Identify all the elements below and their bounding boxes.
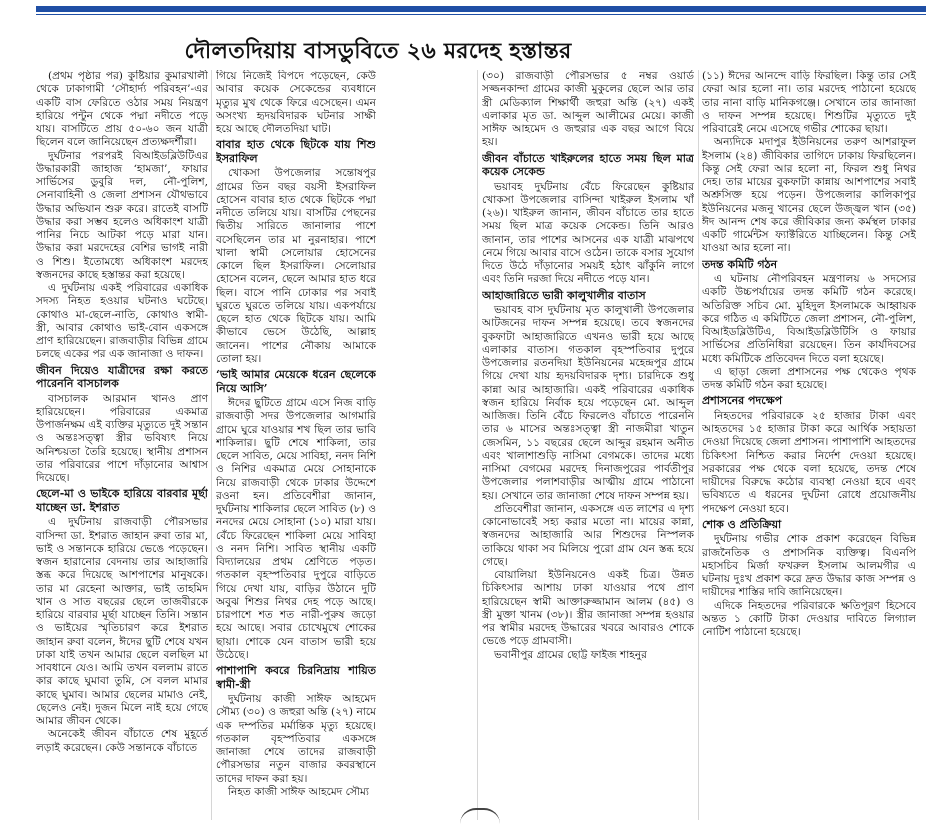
- paragraph: এ দুর্ঘটনায় রাজবাড়ী পৌরসভার বাসিন্দা ডা. ইশরাত জাহান রুবা তার মা, ভাই ও সন্তানকে হারিয়ে ভেঙে পড়েছেন। স্বজন হারানোর বেদনায় তার আহাজারি স্তব্ধ করে দিয়েছে আশপাশের মানুষকে। তার মা রেহেনা আক্তার, ভাই তাহমিদ খান ও সাত বছরের ছেলে তাজবীরকে হারিয়ে বারবার মূর্ছা যাচ্ছেন তিনি। সন্তান ও ভাইয়ের স্মৃতিচারণ করে ইশরাত জাহান রুবা বলেন, ঈদের ছুটি শেষে যখন ঢাকা যাই তখন আমার ছেলে বলছিল মা সাবধানে যেও। আমি তখন বললাম রাতে কার কাছে ঘুমাবা তুমি, সে বলল মামার কাছে ঘুমাব। আমার ছেলের মামাও নেই, ছেলেও নেই। দুজন মিলে নাই হয়ে গেছে আমার জীবন থেকে।: [36, 516, 208, 727]
- subheading: ‘ভাই আমার মেয়েকে ধরেন ছেলেকে নিয়ে আসি’: [216, 368, 376, 395]
- article-headline: দৌলতদিয়ায় বাসডুবিতে ২৬ মরদেহ হস্তান্তর: [184, 38, 572, 64]
- paragraph: ঈদের ছুটিতে গ্রামে এসে নিজ বাড়ি রাজবাড়ী সদর উপজেলার আগমারি গ্রামে ঘুরে যাওয়ার শখ ছিল তার ভাবি শাকিলার। ছুটি শেষে শাকিলা, তার ছেলে সাবিত, মেয়ে সাবিহা, ননদ নিশি ও নিশির একমাত্র মেয়ে সোহানাকে নিয়ে রাজবাড়ী থেকে ঢাকার উদ্দেশে রওনা হন। প্রতিবেশীরা জানান, দুর্ঘটনায় শাকিলার ছেলে সাবিত (৮) ও ননদের মেয়ে সোহানা (১০) মারা যায়। বেঁচে ফিরেছেন শাকিলা মেয়ে সাবিহা ও ননদ নিশি। সাবিত স্থানীয় একটি বিদ্যালয়ের প্রথম শ্রেণিতে পড়ত। গতকাল বৃহস্পতিবার দুপুরে বাড়িতে গিয়ে দেখা যায়, বাড়ির উঠানে দুটি অবুঝ শিশুর নিথর দেহ পড়ে আছে। চারপাশে শত শত নারী-পুরুষ জড়ো হয়ে আছে। সবার চোখেমুখে শোকের ছায়া। শোকে যেন বাতাস ভারী হয়ে উঠেছে।: [216, 397, 376, 661]
- subheading: শোক ও প্রতিক্রিয়া: [702, 517, 782, 531]
- column-separator: [211, 70, 212, 820]
- subheading: পাশাপাশি কবরে চিরনিদ্রায় শায়িত স্বামী-স্ত্রী: [216, 664, 376, 691]
- paragraph: নিহতদের পরিবারকে ২৫ হাজার টাকা এবং আহতদের ১৫ হাজার টাকা করে আর্থিক সহায়তা দেওয়া দিয়েছে জেলা প্রশাসন। পাশাপাশি আহতদের চিকিৎসা নিশ্চিত করার নির্দেশ দেওয়া হয়েছে। সরকারের পক্ষ থেকে বলা হয়েছে, তদন্ত শেষে দায়ীদের বিরুদ্ধে কঠোর ব্যবস্থা নেওয়া হবে এবং ভবিষ্যতে এ ধরনের দুর্ঘটনা রোধে প্রয়োজনীয় পদক্ষেপ নেওয়া হবে।: [702, 409, 916, 515]
- paragraph: বাসচালক আরমান খানও প্রাণ হারিয়েছেন। পরিবারের একমাত্র উপার্জনক্ষম এই ব্যক্তির মৃত্যুতে দুই সন্তান ও অন্তঃসত্ত্বা স্ত্রীর ভবিষ্যৎ নিয়ে অনিশ্চয়তা তৈরি হয়েছে। স্থানীয় প্রশাসন তার পরিবারের পাশে দাঁড়ানোর আশ্বাস দিয়েছে।: [36, 392, 208, 484]
- paragraph: খোকসা উপজেলার সন্তোষপুর গ্রামের তিন বছর বয়সী ইসরাফিল হোসেন বাবার হাত থেকে ছিটকে পদ্মা নদীতে তলিয়ে যায়। বাসটির পেছনের দ্বিতীয় সারিতে জানালার পাশে বসেছিলেন তার মা নুরনাহার। পাশে খালা স্বামী সেলোয়ার হোসেনের কোলে ছিল ইসরাফিল। সেলোয়ার হোসেন বলেন, ছেলে আমার হাত ধরে ছিল। বাসে পানি ঢোকার পর সবাই ঘুরতে ঘুরতে তলিয়ে যায়। একপর্যায়ে ছেলে হাত থেকে ছিটকে যায়। আমি কীভাবে ভেসে উঠেছি, আল্লাহ জানেন। পাশের নৌকায় আমাকে তোলা হয়।: [216, 167, 376, 365]
- column-separator: [698, 70, 699, 820]
- paragraph: (৩০) রাজবাড়ী পৌরসভার ৫ নম্বর ওয়ার্ড সজ্জনকান্দা গ্রামের কাজী মুকুলের ছেলে আর তার স্ত্রী মেডিক্যাল শিক্ষার্থী জহুরা অন্তি (২৭) একই এলাকার মৃত ডা. আব্দুল আলীমের মেয়ে। কাজী সাঈফ আহমেদ ও জহুরার এক বছর আগে বিয়ে হয়।: [482, 70, 694, 149]
- article-column-4: [702, 70, 916, 820]
- paragraph: (প্রথম পৃষ্ঠার পর) কুষ্টিয়ার কুমারখালী থেকে ঢাকাগামী ‘সৌহার্দ্য পরিবহন’-এর একটি বাস ফেরিতে ওঠার সময় নিয়ন্ত্রণ হারিয়ে পন্টুন থেকে পদ্মা নদীতে পড়ে যায়। বাসটিতে প্রায় ৫০-৬০ জন যাত্রী ছিলেন বলে জানিয়েছেন প্রত্যক্ষদর্শীরা।: [36, 70, 208, 149]
- paragraph: প্রতিবেশীরা জানান, একসঙ্গে এত লাশের এ দৃশ্য কোনোভাবেই সহ্য করার মতো না। মায়ের কান্না, স্বজনদের আহাজারি আর শিশুদের নিস্পলক তাকিয়ে থাকা সব মিলিয়ে পুরো গ্রাম যেন স্তব্ধ হয়ে গেছে।: [482, 502, 694, 568]
- article-column-3: [482, 70, 694, 820]
- paragraph: অন্যদিকে মদাপুর ইউনিয়নের তরুণ আশরাফুল ইসলাম (২৪) জীবিকার তাগিদে ঢাকায় ফিরছিলেন। কিন্তু সেই ফেরা আর হলো না, ফিরল শুধু নিথর দেহ। তার মায়ের বুকফাটা কান্নায় আশপাশের সবাই অশ্রুসিক্ত হয়ে পড়েন। উপজেলার কালিকাপুর ইউনিয়নের মজনু খানের ছেলে উজ্জ্বল খান (৩৫) ঈদ আনন্দ শেষ করে জীবিকার জন্য কর্মস্থল ঢাকার একটি গার্মেন্টস ফ্যাক্টরিতে যাচ্ছিলেন। কিন্তু সেই যাওয়া আর হলো না।: [702, 136, 916, 255]
- paragraph: গিয়ে নিজেই বিপদে পড়েছেন, কেউ আবার কয়েক সেকেন্ডের ব্যবধানে মৃত্যুর মুখ থেকে ফিরে এসেছেন। এমন অসংখ্য হৃদয়বিদারক ঘটনার সাক্ষী হয়ে আছে দৌলতদিয়া ঘাট।: [216, 70, 376, 135]
- paragraph: বোয়ালিয়া ইউনিয়নেও একই চিত্র। উন্নত চিকিৎসার আশায় ঢাকা যাওয়ার পথে প্রাণ হারিয়েছেন স্বামী আক্তারুজ্জামান আলম (৪৫) ও স্ত্রী মুক্তা খানম (৩৮)। স্ত্রীর জানাজা সম্পন্ন হওয়ার পর স্বামীর মরদেহ উদ্ধারের খবরে আবারও শোকে ভেঙে পড়ে গ্রামবাসী।: [482, 569, 694, 648]
- subheading: বাবার হাত থেকে ছিটকে যায় শিশু ইসরাফিল: [216, 138, 376, 165]
- paragraph: দুর্ঘটনায় গভীর শোক প্রকাশ করেছেন বিভিন্ন রাজনৈতিক ও প্রশাসনিক ব্যক্তিত্ব। বিএনপি মহাসচিব মির্জা ফখরুল ইসলাম আলমগীর এ ঘটনায় দুঃখ প্রকাশ করে দ্রুত উদ্ধার কাজ সম্পন্ন ও দায়ীদের শাস্তির দাবি জানিয়েছেন।: [702, 533, 916, 599]
- paragraph: অনেকেই জীবন বাঁচাতে শেষ মুহূর্তে লড়াই করেছেন। কেউ সন্তানকে বাঁচাতে: [36, 728, 208, 754]
- column-separator: [477, 70, 478, 820]
- subheading: আহাজারিতে ভারী কালুখালীর বাতাস: [482, 288, 646, 302]
- paragraph: ভবানীপুর গ্রামের ছোট্ট ফাইজ শাহনুর: [494, 648, 648, 661]
- paragraph: দুর্ঘটনায় কাজী সাঈফ আহমেদ সৌম্য (৩০) ও জহুরা অন্তি (২৭) নামে এক দম্পতির মর্মান্তিক মৃত্যু হয়েছে। গতকাল বৃহস্পতিবার একসঙ্গে জানাজা শেষে তাদের রাজবাড়ী পৌরসভার নতুন বাজার কবরস্থানে তাদের দাফন করা হয়।: [216, 693, 376, 785]
- paragraph: ভয়াবহ দুর্ঘটনায় বেঁচে ফিরেছেন কুষ্টিয়ার খোকসা উপজেলার বাসিন্দা খাইরুল ইসলাম খাঁ (২৬)। খাইরুল জানান, জীবন বাঁচাতে তার হাতে সময় ছিল মাত্র কয়েক সেকেন্ড। তিনি আরও জানান, তার পাশের আসনের এক যাত্রী মাঝপথে নেমে গিয়ে আবার বাসে ওঠেন। তাকে বসার সুযোগ দিতে উঠে দাঁড়ানোর সময়ই হঠাৎ ঝাঁকুনি লাগে এবং তিনি দরজা দিয়ে নদীতে পড়ে যান।: [482, 180, 694, 286]
- paragraph: এ দুর্ঘটনায় একই পরিবারের একাধিক সদস্য নিহত হওয়ার ঘটনাও ঘটেছে। কোথাও মা-ছেলে-নাতি, কোথাও স্বামী-স্ত্রী, আবার কোথাও ভাই-বোন একসঙ্গে প্রাণ হারিয়েছেন। রাজবাড়ীর বিভিন্ন গ্রামে চলছে একের পর এক জানাজা ও দাফন।: [36, 282, 208, 361]
- paragraph: এ ঘটনায় নৌপরিবহন মন্ত্রণালয় ৬ সদস্যের একটি উচ্চপর্যায়ের তদন্ত কমিটি গঠন করেছে। অতিরিক্ত সচিব মো. মুহিদুল ইসলামকে আহ্বায়ক করে গঠিত এ কমিটিতে জেলা প্রশাসন, নৌ-পুলিশ, বিআইডব্লিউটিএ, বিআইডব্লিউটিসি ও ফায়ার সার্ভিসের প্রতিনিধিরা রয়েছেন। তিন কার্যদিবসের মধ্যে কমিটিকে প্রতিবেদন দিতে বলা হয়েছে।: [702, 273, 916, 365]
- top-border-rule: [36, 6, 926, 12]
- paragraph: এদিকে নিহতদের পরিবারকে ক্ষতিপূরণ হিসেবে অন্তত ১ কোটি টাকা দেওয়ার দাবিতে লিগ্যাল নোটিশ পাঠানো হয়েছে।: [702, 599, 916, 638]
- paragraph: এ ছাড়া জেলা প্রশাসনের পক্ষ থেকেও পৃথক তদন্ত কমিটি গঠন করা হয়েছে।: [702, 365, 916, 391]
- paragraph: দুর্ঘটনার পরপরই বিআইডব্লিউটিএর উদ্ধারকারী জাহাজ ‘হামজা’, ফায়ার সার্ভিসের ডুবুরি দল, নৌ-পুলিশ, সেনাবাহিনী ও জেলা প্রশাসন যৌথভাবে উদ্ধার অভিযান শুরু করে। রাতেই বাসটি উদ্ধার করা সম্ভব হলেও অধিকাংশ যাত্রী পানির নিচে আটকা পড়ে মারা যান। উদ্ধার করা মরদেহের বেশির ভাগই নারী ও শিশু। ইতোমধ্যে অধিকাংশ মরদেহ স্বজনদের কাছে হস্তান্তর করা হয়েছে।: [36, 149, 208, 281]
- subheading: তদন্ত কমিটি গঠন: [702, 257, 778, 271]
- subheading: প্রশাসনের পদক্ষেপ: [702, 394, 783, 408]
- paragraph: ভয়াবহ বাস দুর্ঘটনায় মৃত কালুখালী উপজেলার আটজনের দাফন সম্পন্ন হয়েছে। তবে স্বজনদের বুকফাটা আহাজারিতে এখনও ভারী হয়ে আছে এলাকার বাতাস। গতকাল বৃহস্পতিবার দুপুরে উপজেলার রতনদিয়া ইউনিয়নের মহেন্দ্রপুর গ্রামে গিয়ে দেখা যায় হৃদয়বিদারক দৃশ্য। চারদিকে শুধু কান্না আর আহাজারি। একই পরিবারের একাধিক স্বজন হারিয়ে নির্বাক হয়ে পড়েছেন মো. আব্দুল আজিজ। তিনি বেঁচে ফিরলেও বাঁচাতে পারেননি তার ৬ মাসের অন্তঃসত্ত্বা স্ত্রী নাজমীরা খাতুন জেসমিন, ১১ বছরের ছেলে আব্দুর রহমান অনীত এবং খালাশাশুড়ি নাসিমা বেগমকে। তাদের মধ্যে নাসিমা বেগমের মরদেহ দিনাজপুরের পার্বতীপুর উপজেলার পলাশবাড়ীর আত্মীয় গ্রামে পাঠানো হয়। সেখানে তার জানাজা শেষে দাফন সম্পন্ন হয়।: [482, 304, 694, 502]
- subheading: জীবন বাঁচাতে খাইরুলের হাতে সময় ছিল মাত্র কয়েক সেকেন্ড: [482, 151, 694, 178]
- paragraph: (১১) ঈদের আনন্দে বাড়ি ফিরছিল। কিন্তু তার সেই ফেরা আর হলো না। তার মরদেহ পাঠানো হয়েছে তার নানা বাড়ি মানিকগঞ্জে। সেখানে তার জানাজা ও দাফন সম্পন্ন হয়েছে। শিশুটির মৃত্যুতে দুই পরিবারেই নেমে এসেছে গভীর শোকের ছায়া।: [702, 70, 916, 135]
- paragraph: নিহত কাজী সাঈফ আহমেদ সৌম্য: [228, 785, 369, 798]
- subheading: ছেলে-মা ও ভাইকে হারিয়ে বারবার মূর্ছা যাচ্ছেন ডা. ইশরাত: [36, 487, 208, 514]
- article-column-1: [36, 70, 208, 820]
- subheading: জীবন দিয়েও যাত্রীদের রক্ষা করতে পারেননি বাসচালক: [36, 363, 208, 390]
- article-column-2: [216, 70, 376, 820]
- top-border-thin-rule: [36, 14, 926, 15]
